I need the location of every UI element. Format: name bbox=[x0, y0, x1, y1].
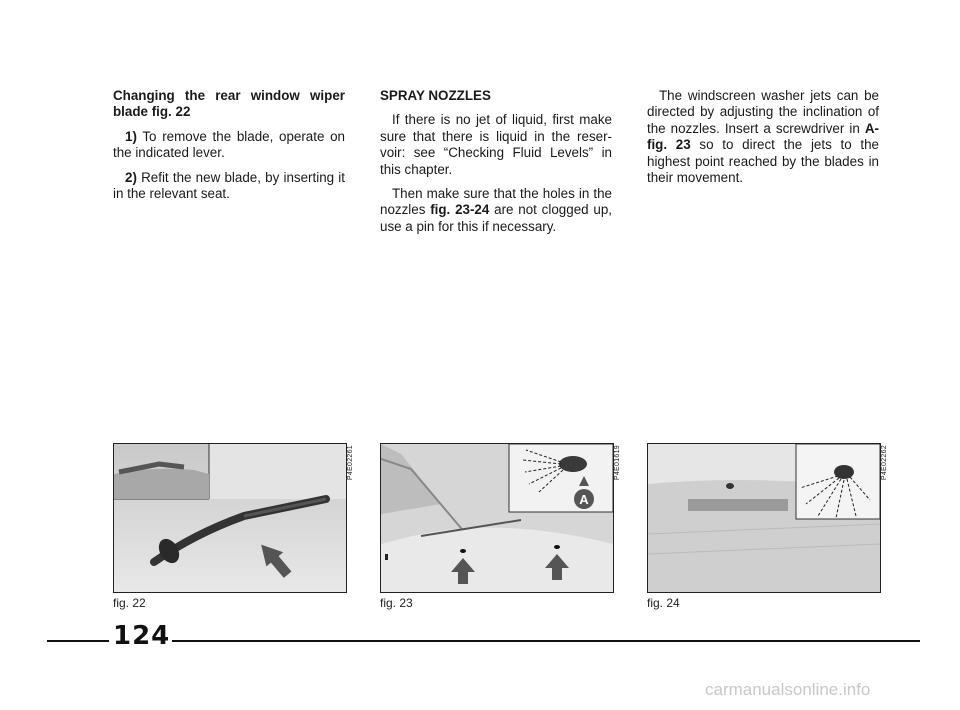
page-number: 124 bbox=[113, 621, 171, 651]
figure-24-caption: fig. 24 bbox=[647, 596, 680, 610]
spray-paragraph-1: If there is no jet of liquid, first make sure that there is liquid in the reser-voir: see “Checking Fluid Levels” in this chapter. bbox=[380, 112, 612, 177]
step-2-text: Refit the new blade, by inserting it in the relevant seat. bbox=[113, 169, 345, 202]
figure-23-image bbox=[380, 443, 614, 593]
jet-text-1: The windscreen washer jets can be directed by adjusting the inclination of the nozzles. Insert a screwdriver in bbox=[647, 88, 879, 136]
watermark: carmanualsonline.info bbox=[705, 680, 871, 699]
figure-24-code: P4E02262 bbox=[881, 445, 888, 481]
step-1-text: To remove the blade, operate on the indicated lever. bbox=[113, 128, 345, 161]
column-spray-nozzles bbox=[380, 88, 612, 243]
step-1 bbox=[113, 129, 345, 162]
footer-rule-left bbox=[47, 640, 109, 642]
spray-paragraph-2 bbox=[380, 186, 612, 235]
jet-adjustment-paragraph bbox=[647, 88, 879, 186]
figure-reference: fig. 23-24 bbox=[430, 202, 490, 218]
jet-text-2: so to direct the jets to the highest point reached by the blades in their movement. bbox=[647, 137, 879, 186]
step-2-number: 2) bbox=[125, 169, 137, 185]
spray-paragraph-2-post: are not clogged up, use a pin for this if necessary. bbox=[380, 202, 612, 234]
callout-a-label: A bbox=[579, 492, 589, 507]
figure-22-code: P4E02261 bbox=[347, 445, 354, 481]
figure-22-caption: fig. 22 bbox=[113, 596, 146, 610]
step-2 bbox=[113, 170, 345, 203]
column-rear-wiper bbox=[113, 88, 345, 210]
figure-reference-a: A-fig. 23 bbox=[647, 120, 879, 153]
footer-rule-right bbox=[172, 640, 920, 642]
step-1-number: 1) bbox=[125, 128, 137, 144]
spray-paragraph-2-pre: Then make sure that the holes in the nozzles bbox=[380, 186, 612, 218]
rear-nozzle-illustration bbox=[648, 444, 880, 592]
spray-nozzles-illustration bbox=[381, 444, 613, 592]
rear-wiper-illustration bbox=[114, 444, 346, 592]
figure-22-image bbox=[113, 443, 347, 593]
figure-24-image bbox=[647, 443, 881, 593]
column-jet-adjustment bbox=[647, 88, 879, 194]
section-heading-rear-wiper: Changing the rear window wiper blade fig. 22 bbox=[113, 88, 345, 120]
section-heading-spray-nozzles: SPRAY NOZZLES bbox=[380, 88, 491, 103]
figure-23-caption: fig. 23 bbox=[380, 596, 413, 610]
figure-23-code: P4E01619 bbox=[614, 445, 621, 481]
